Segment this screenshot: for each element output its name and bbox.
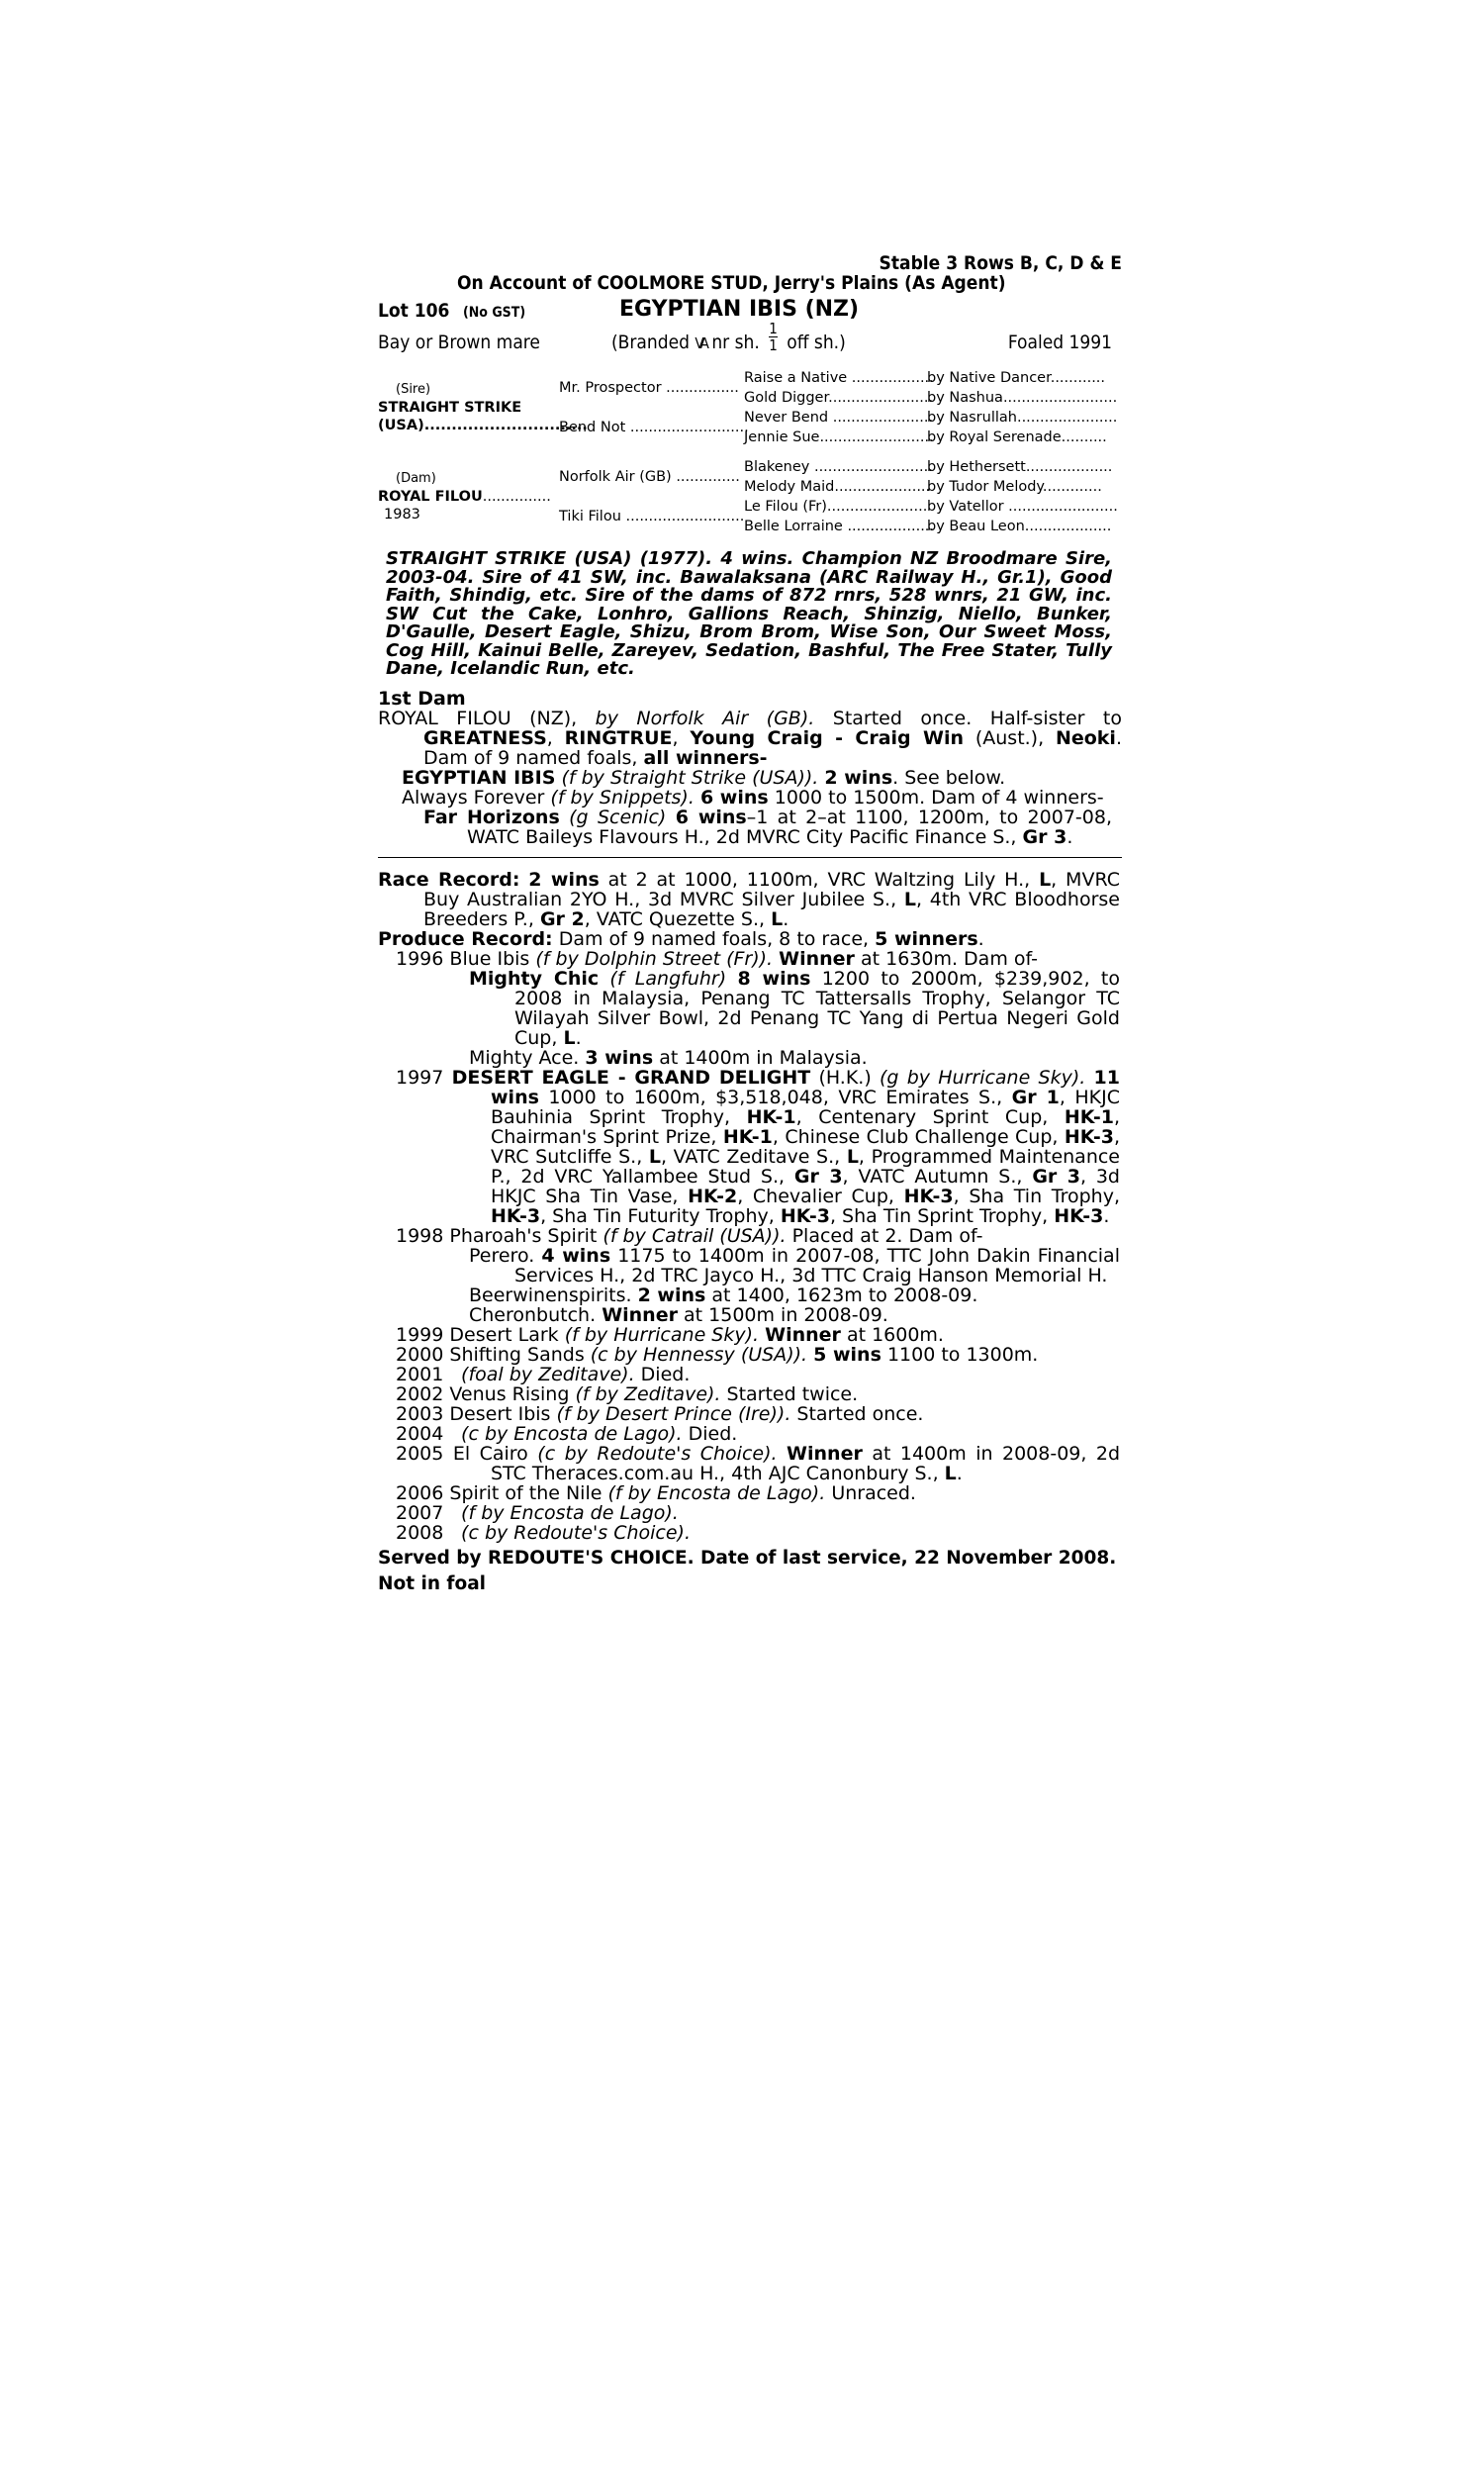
produce-2000: 2000 Shifting Sands (c by Hennessy (USA)). 5 wins 1100 to 1300m.	[396, 1343, 1039, 1366]
first-dam-heading: 1st Dam	[378, 687, 466, 710]
race-record: Race Record: 2 wins at 2 at 1000, 1100m, VRC Waltzing Lily H., L, MVRC Buy Australian 2YO H., 3d MVRC Silver Jubilee S., L, 4th VRC Bloodhorse Breeders P., Gr 2, VATC Quezette S., L.	[378, 868, 1120, 930]
brand-fraction: $\frac{1}{1}$	[769, 320, 778, 354]
pedigree-gen2-column	[559, 368, 749, 536]
produce-record-header: Produce Record: Dam of 9 named foals, 8 to race, 5 winners.	[378, 927, 984, 950]
pedigree-gen2-entry: Mr. Prospector ................	[559, 380, 739, 396]
brand-description: (Branded VA nr sh. $\frac{1}{1}$ off sh.)	[611, 320, 846, 354]
brand-mark: VA	[695, 334, 706, 352]
pedigree-gen3-entry: Belle Lorraine ...................	[744, 519, 935, 534]
produce-perero: Perero. 4 wins 1175 to 1400m in 2007-08, TTC John Dakin Financial Services H., 2d TRC Jayco H., 3d TTC Craig Hanson Memorial H.	[469, 1244, 1120, 1286]
pedigree-gen4-entry: by Royal Serenade..........	[927, 429, 1107, 445]
description-line	[378, 320, 1122, 362]
produce-cheronbutch: Cheronbutch. Winner at 1500m in 2008-09.	[469, 1303, 888, 1326]
color-sex: Bay or Brown mare	[378, 332, 540, 353]
vendor-line: On Account of COOLMORE STUD, Jerry's Plains (As Agent)	[457, 272, 1006, 294]
dam-progeny-egyptian-ibis: EGYPTIAN IBIS (f by Straight Strike (USA)). 2 wins. See below.	[402, 766, 1006, 789]
gst-note: (No GST)	[463, 305, 526, 321]
pedigree-gen3-entry: Le Filou (Fr)......................	[744, 499, 928, 515]
lot-line	[378, 297, 1122, 323]
pedigree-gen4-column	[927, 368, 1122, 536]
produce-beerwinenspirits: Beerwinenspirits. 2 wins at 1400, 1623m to 2008-09.	[469, 1284, 978, 1306]
pedigree-gen3-entry: Jennie Sue.........................	[744, 429, 934, 445]
pedigree-gen4-entry: by Beau Leon...................	[927, 519, 1112, 534]
pedigree-gen3-column	[744, 368, 935, 536]
produce-2007: 2007 (f by Encosta de Lago).	[396, 1501, 679, 1524]
service-note: Served by REDOUTE'S CHOICE. Date of last service, 22 November 2008.	[378, 1547, 1117, 1569]
pedigree-gen4-entry: by Native Dancer............	[927, 370, 1106, 386]
pedigree-gen2-entry: Bend Not ..........................	[559, 420, 749, 435]
pedigree-gen3-entry: Gold Digger.......................	[744, 390, 934, 406]
pedigree-sire: (Sire) STRAIGHT STRIKE (USA)..............................	[378, 382, 588, 433]
pedigree-gen3-entry: Never Bend ......................	[744, 410, 934, 426]
sire-name: STRAIGHT STRIKE	[378, 400, 522, 416]
pedigree-gen3-entry: Raise a Native ..................	[744, 370, 934, 386]
produce-1997: 1997 DESERT EAGLE - GRAND DELIGHT (H.K.) (g by Hurricane Sky). 11 wins 1000 to 1600m, $3,518,048, VRC Emirates S., Gr 1, HKJC Bauhinia Sprint Trophy, HK-1, Centenary Sprint Cup, HK-1, Chairman's Sprint Prize, HK-1, Chinese Club Challenge Cup, HK-3, VRC Sutcliffe S., L, VATC Zeditave S., L, Programmed Maintenance P., 2d VRC Yallambee Stud S., Gr 3, VATC Autumn S., Gr 3, 3d HKJC Sha Tin Vase, HK-2, Chevalier Cup, HK-3, Sha Tin Trophy, HK-3, Sha Tin Futurity Trophy, HK-3, Sha Tin Sprint Trophy, HK-3.	[396, 1066, 1121, 1227]
produce-mighty-chic: Mighty Chic (f Langfuhr) 8 wins 1200 to 2000m, $239,902, to 2008 in Malaysia, Penang TC Tattersalls Trophy, Selangor TC Wilayah Silver Bowl, 2d Penang TC Yang di Pertua Negeri Gold Cup, L.	[469, 967, 1120, 1049]
produce-2006: 2006 Spirit of the Nile (f by Encosta de Lago). Unraced.	[396, 1481, 916, 1504]
produce-1998: 1998 Pharoah's Spirit (f by Catrail (USA)). Placed at 2. Dam of-	[396, 1224, 983, 1247]
pedigree-gen4-entry: by Nashua.........................	[927, 390, 1118, 406]
foal-status: Not in foal	[378, 1572, 487, 1594]
pedigree-gen4-entry: by Nasrullah......................	[927, 410, 1118, 426]
produce-1996: 1996 Blue Ibis (f by Dolphin Street (Fr)). Winner at 1630m. Dam of-	[396, 947, 1038, 970]
pedigree-gen4-entry: by Tudor Melody.............	[927, 479, 1102, 495]
produce-2001: 2001 (foal by Zeditave). Died.	[396, 1363, 691, 1385]
produce-2008: 2008 (c by Redoute's Choice).	[396, 1521, 692, 1544]
produce-2005: 2005 El Cairo (c by Redoute's Choice). Winner at 1400m in 2008-09, 2d STC Theraces.com.au H., 4th AJC Canonbury S., L.	[396, 1442, 1121, 1484]
catalogue-page	[378, 253, 1122, 1594]
horse-name: EGYPTIAN IBIS (NZ)	[619, 297, 860, 322]
lot-number: Lot 106	[378, 300, 450, 322]
produce-2004: 2004 (c by Encosta de Lago). Died.	[396, 1422, 738, 1445]
dam-progeny-always-forever: Always Forever (f by Snippets). 6 wins 1000 to 1500m. Dam of 4 winners-	[402, 786, 1104, 809]
pedigree-gen3-entry: Blakeney ..........................	[744, 459, 933, 475]
sire-summary: STRAIGHT STRIKE (USA) (1977). 4 wins. Champion NZ Broodmare Sire, 2003-04. Sire of 41 SW, inc. Bawalaksana (ARC Railway H., Gr.1), Good Faith, Shindig, etc. Sire of the dams of 872 rnrs, 528 wnrs, 21 GW, inc. SW Cut the Cake, Lonhro, Gallions Reach, Shinzig, Niello, Bunker, D'Gaulle, Desert Eagle, Shizu, Brom Brom, Wise Son, Our Sweet Moss, Cog Hill, Kainui Belle, Zareyev, Sedation, Bashful, The Free Stater, Tully Dane, Icelandic Run, etc.	[386, 548, 1112, 679]
dam-name: ROYAL FILOU	[378, 489, 483, 505]
pedigree-dam: (Dam) ROYAL FILOU............... 1983	[378, 471, 551, 523]
pedigree-gen4-entry: by Vatellor ........................	[927, 499, 1118, 515]
section-divider	[378, 857, 1122, 858]
pedigree-sire-column	[378, 368, 588, 536]
pedigree-gen2-entry: Norfolk Air (GB) ..............	[559, 469, 740, 485]
stable-location: Stable 3 Rows B, C, D & E	[879, 252, 1122, 274]
dam-progeny-far-horizons: Far Horizons (g Scenic) 6 wins–1 at 2–at 1100, 1200m, to 2007-08, WATC Baileys Flavours H., 2d MVRC City Pacific Finance S., Gr 3.	[423, 806, 1112, 848]
produce-1999: 1999 Desert Lark (f by Hurricane Sky). Winner at 1600m.	[396, 1323, 944, 1346]
produce-mighty-ace: Mighty Ace. 3 wins at 1400m in Malaysia.	[469, 1046, 868, 1069]
pedigree-gen3-entry: Melody Maid.....................	[744, 479, 931, 495]
pedigree-gen4-entry: by Hethersett...................	[927, 459, 1113, 475]
first-dam-paragraph: ROYAL FILOU (NZ), by Norfolk Air (GB). Started once. Half-sister to GREATNESS, RINGTRUE, Young Craig - Craig Win (Aust.), Neoki. Dam of 9 named foals, all winners-	[378, 707, 1122, 769]
foaled-year: Foaled 1991	[1007, 332, 1112, 353]
pedigree-gen2-entry: Tiki Filou ..........................	[559, 509, 745, 524]
produce-2003: 2003 Desert Ibis (f by Desert Prince (Ire)). Started once.	[396, 1402, 924, 1425]
pedigree-table	[378, 368, 1122, 536]
produce-2002: 2002 Venus Rising (f by Zeditave). Started twice.	[396, 1382, 859, 1405]
